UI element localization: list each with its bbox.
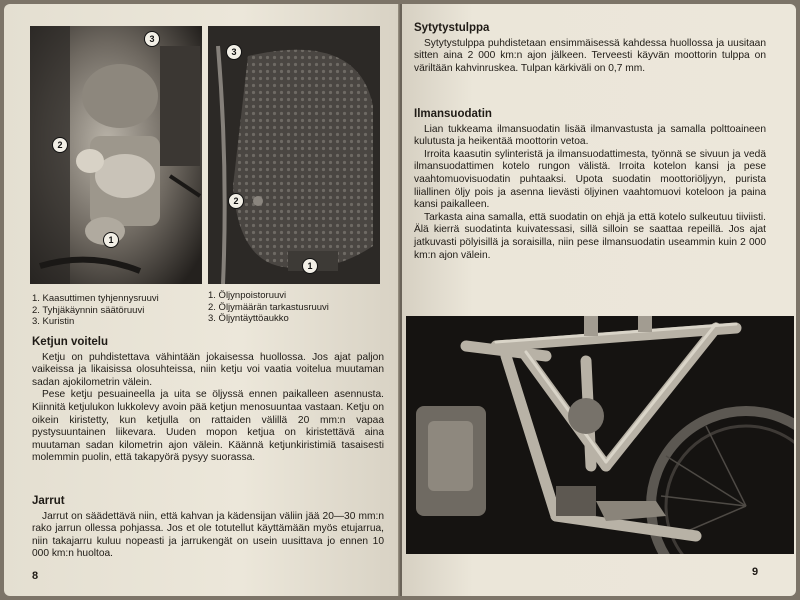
caption-line: 2. Öljymäärän tarkastusruuvi [208,301,329,313]
chain-heading: Ketjun voitelu [32,336,109,348]
air-filter-paragraph-3: Tarkasta aina samalla, että suodatin on ehjä ja että kotelo sulkeutuu tiiviisti. Älä kierrä suodatinta kuivatessasi, sillä silloin se saattaa repeillä. Jos ajat jatkuvasti pölyisillä ja soraisilla, niin pese ilmansuodatin useammin kuin 2 000 km:n ajon välein. [414,211,766,261]
motorcycle-frame-photo [406,316,794,554]
brakes-paragraph-1: Jarrut on säädettävä niin, että kahvan ja kädensijan väliin jää 20—30 mm:n rako jarrun ollessa pohjassa. Jos et ole totutellut käyttämään myös etujarrua, niin takajarru kuluu nopeasti ja jarrukengät on usein uusittava jo ennen 10 000 km:n huoltoa. [32,510,384,560]
chain-paragraph-2: Pese ketju pesuaineella ja uita se öljyssä ennen paikalleen asennusta. Kiinnitä ketjulukon lukkolevy avoin pää ketjun menosuuntaa vastaan. Ketju on oikein kiristetty, kun ketjulla on rattaiden välillä 20 mm:n vapaa pystysuuntainen liikevara. Uuden mopon ketjua on kiristettävä aina muutaman sadan kilometrin ajon välein. Käännä ketjunkiristimiä tasaisesti molemmin puolin, että takapyörä pysyy suorassa. [32,389,384,464]
carburetor-captions [32,293,159,328]
brakes-section [32,495,384,561]
callout-1: 1 [302,258,318,274]
spark-plug-section [414,22,766,75]
callout-2: 2 [52,137,68,153]
callout-3: 3 [144,31,160,47]
callout-1: 1 [103,232,119,248]
caption-line: 2. Tyhjäkäynnin säätöruuvi [32,304,145,316]
callout-3: 3 [226,44,242,60]
chain-section [32,336,384,465]
chain-paragraph-1: Ketju on puhdistettava vähintään jokaisessa huollossa. Jos ajat paljon vaikeissa ja likaisissa olosuhteissa, niin ketju voi vaatia voitelua muutaman sadan ajokilometrin välein. [32,351,384,388]
brakes-heading: Jarrut [32,495,65,507]
spark-plug-paragraph: Sytytystulppa puhdistetaan ensimmäisessä kahdessa huollossa ja uusitaan sitten aina 2 000 km:n ajon jälkeen. Terveesti käyvän moottorin tulppa on väriltään kahvinruskea. Tulpan kärkiväli on 0,7 mm. [414,37,766,74]
caption-line: 1. Öljynpoistoruuvi [208,290,287,301]
air-filter-heading: Ilmansuodatin [414,108,492,120]
air-filter-paragraph-2: Irroita kaasutin sylinteristä ja ilmansuodattimesta, työnnä se sivuun ja vedä ilmansuodattimen kotelo rungon välistä. Irroita kotelon kansi ja pese vaahtomuovisuodatin puhtaaksi. Upota suodatin moottoriöljyyn, purista liiallinen öljy pois ja asenna lievästi öljyinen vaahtomuovi koteloon ja paina kansi paikalleen. [414,148,766,211]
page-number-left: 8 [32,570,39,582]
carburetor-photo [30,26,202,284]
caption-line: 3. Öljyntäyttöaukko [208,313,289,324]
page-number-right: 9 [752,566,759,578]
caption-line: 3. Kuristin [32,316,75,327]
engine-cover-photo [208,26,380,284]
air-filter-section [414,108,766,262]
callout-2: 2 [228,193,244,209]
caption-line: 1. Kaasuttimen tyhjennysruuvi [32,293,159,304]
air-filter-paragraph-1: Lian tukkeama ilmansuodatin lisää ilmanvastusta ja samalla polttoaineen kulutusta ja heikentää moottorin vetoa. [414,123,766,148]
spark-plug-heading: Sytytystulppa [414,22,490,34]
engine-cover-captions [208,290,329,325]
